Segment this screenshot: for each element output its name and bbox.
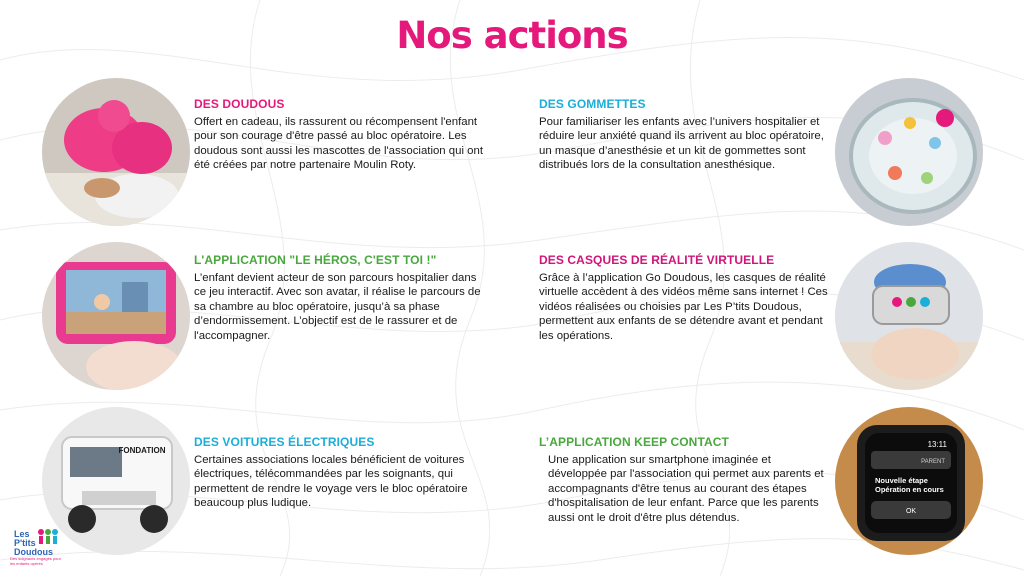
action-text: Grâce à l’application Go Doudous, les casques de réalité virtuelle accèdent à des vidéos même sans internet ! Ces vidéos réalisées ou choisies par Les P’tits Doudous, permettent aux enfants de se détendre avant et pendant les opérations.: [539, 272, 828, 342]
watch-time: 13:11: [927, 440, 947, 449]
electric-car-photo: [42, 407, 190, 555]
action-heading: DES DOUDOUS: [194, 97, 285, 111]
action-text: Pour familiariser les enfants avec l’univers hospitalier et réduire leur anxiété quand ils arrivent au bloc opératoire, un masque d’anesthésie et un kit de gommettes sont distribués lors de la consultation anesthésique.: [539, 116, 824, 172]
action-text: Certaines associations locales bénéficient de voitures électriques, télécommandées par les soignants, qui permettent de rendre le voyage vers le bloc opératoire beaucoup plus ludique.: [194, 454, 468, 510]
watch-parent-label: PARENT: [921, 459, 945, 465]
doudou-photo: [42, 78, 190, 226]
watch-ok-button: OK: [905, 508, 917, 515]
action-keep-contact: [539, 435, 829, 525]
vr-headset-photo: [835, 242, 983, 390]
action-text: L’enfant devient acteur de son parcours hospitalier dans ce jeu interactif. Avec son avatar, il réalise le parcours de sa chambre au bloc opératoire, jusqu’à sa phase d’endormissement. L’objectif est de le rassurer et de l'accompagner.: [194, 272, 481, 342]
action-text: Offert en cadeau, ils rassurent ou récompensent l'enfant pour son courage d'être passé au bloc opératoire. Les doudous sont aussi les mascottes de l'association qui ont été créées par notre partenaire Moulin Roty.: [194, 116, 484, 172]
action-heading: L’APPLICATION KEEP CONTACT: [539, 435, 729, 449]
gommettes-mask-photo: [835, 78, 983, 226]
action-heros-app: [194, 253, 484, 343]
action-heading: DES VOITURES ÉLECTRIQUES: [194, 435, 375, 449]
action-heading: DES CASQUES DE RÉALITÉ VIRTUELLE: [539, 253, 775, 267]
truck-label: FONDATION: [118, 446, 166, 455]
page-title: Nos actions: [396, 14, 628, 57]
action-heading: DES GOMMETTES: [539, 97, 646, 111]
action-vr-headsets: [539, 253, 831, 343]
action-doudous: [194, 97, 494, 173]
action-electric-cars: [194, 435, 484, 511]
logo-tagline: Des soignants engagés pour les enfants opérés: [10, 556, 61, 566]
action-gommettes: [539, 97, 829, 173]
tablet-game-photo: [42, 242, 190, 390]
action-heading: L'APPLICATION "LE HÉROS, C'EST TOI !": [194, 253, 437, 267]
logo-brand: Les P'tits Doudous: [14, 529, 53, 557]
association-logo: [8, 524, 62, 568]
smartwatch-photo: [835, 407, 983, 555]
watch-message: Nouvelle étape Opération en cours: [875, 476, 944, 494]
action-text: Une application sur smartphone imaginée et développée par l'association qui permet aux parents et accompagnants d'être tenus au courant des étapes d'hospitalisation de leur enfant. Parce que les parents aussi ont le droit d'être plus détendus.: [548, 454, 824, 524]
